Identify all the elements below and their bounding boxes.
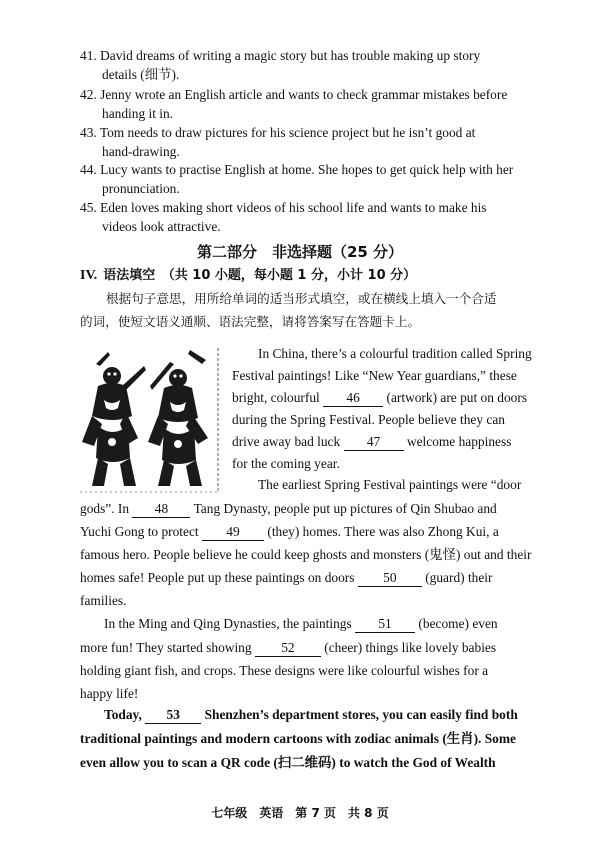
- question-42: [80, 85, 532, 123]
- passage-text: (guard) their: [425, 570, 493, 585]
- passage-text: more fun! They started showing: [80, 640, 252, 655]
- blank-51: 51: [355, 616, 415, 633]
- instruction: [80, 287, 532, 333]
- passage-line: happy life!: [80, 686, 139, 701]
- passage-line: famous hero. People believe he could keep ghosts and monsters (鬼怪) out and their: [80, 547, 532, 562]
- passage-line: Festival paintings! Like “New Year guardians,” these: [232, 368, 517, 383]
- passage-text: welcome happiness: [406, 434, 512, 449]
- passage-line: holding giant fish, and crops. These designs were like colourful wishes for a: [80, 663, 489, 678]
- passage-text: In the Ming and Qing Dynasties, the paintings: [104, 616, 352, 631]
- question-text-cont: details (细节).: [102, 67, 180, 82]
- instruction-line: 的词，使短文语义通顺、语法完整，请将答案写在答题卡上。: [80, 314, 421, 329]
- blank-47: 47: [344, 434, 404, 451]
- blank-52: 52: [255, 640, 321, 657]
- question-43: [80, 123, 532, 161]
- question-text: David dreams of writing a magic story but has trouble making up story: [100, 48, 481, 63]
- page-footer: 七年级 英语 第 7 页 共 8 页: [211, 806, 389, 820]
- question-44: [80, 160, 532, 198]
- passage-text: Shenzhen’s department stores, you can easily find both: [204, 707, 518, 722]
- passage-text: gods”. In: [80, 501, 130, 516]
- passage-text: drive away bad luck: [232, 434, 341, 449]
- passage-text: bright, colourful: [232, 390, 320, 405]
- passage-line: [80, 522, 499, 541]
- question-number: 45.: [80, 200, 97, 215]
- passage-text: (artwork) are put on doors: [386, 390, 528, 405]
- passage-line: even allow you to scan a QR code (扫二维码) to watch the God of Wealth: [80, 755, 496, 770]
- blank-46: 46: [323, 390, 383, 407]
- part-heading: 第二部分 非选择题（25 分）: [196, 243, 404, 261]
- passage-line: [80, 499, 497, 518]
- passage-text: Yuchi Gong to protect: [80, 524, 199, 539]
- question-text-cont: videos look attractive.: [102, 219, 221, 234]
- section-title-text: 语法填空 （共 10 小题，每小题 1 分，小计 10 分）: [103, 268, 417, 283]
- passage-line: [232, 387, 527, 409]
- passage-text: homes safe! People put up these paintings on doors: [80, 570, 355, 585]
- question-text-cont: pronunciation.: [102, 181, 180, 196]
- passage-line: [104, 614, 498, 633]
- question-text: Eden loves making short videos of his school life and wants to make his: [100, 200, 487, 215]
- blank-48: 48: [132, 501, 190, 518]
- question-text: Lucy wants to practise English at home. She hopes to get quick help with her: [100, 162, 514, 177]
- blank-53: 53: [145, 707, 201, 724]
- section-roman-numeral: IV.: [80, 268, 98, 283]
- question-text-cont: handing it in.: [102, 106, 174, 121]
- passage-line: [80, 568, 492, 587]
- passage-line: [80, 638, 496, 657]
- question-text: Jenny wrote an English article and wants to check grammar mistakes before: [100, 87, 508, 102]
- section-title: [80, 266, 416, 285]
- instruction-line: 根据句子意思，用所给单词的适当形式填空，或在横线上填入一个合适: [106, 291, 497, 306]
- door-gods-illustration: [78, 346, 226, 494]
- passage-line: In China, there’s a colourful tradition called Spring: [258, 346, 532, 361]
- question-number: 42.: [80, 87, 97, 102]
- question-number: 44.: [80, 162, 97, 177]
- question-number: 41.: [80, 48, 97, 63]
- passage-text: (they) homes. There was also Zhong Kui, a: [267, 524, 499, 539]
- passage-line: families.: [80, 593, 127, 608]
- blank-50: 50: [358, 570, 422, 587]
- question-text: Tom needs to draw pictures for his science project but he isn’t good at: [99, 125, 476, 140]
- question-45: [80, 198, 532, 236]
- passage-text: Today,: [104, 707, 142, 722]
- question-number: 43.: [80, 125, 97, 140]
- passage-line: for the coming year.: [232, 456, 340, 471]
- passage-line: [104, 705, 518, 724]
- passage-text: (become) even: [418, 616, 498, 631]
- passage-line: traditional paintings and modern cartoons with zodiac animals (生肖). Some: [80, 731, 516, 746]
- passage-line: [232, 431, 511, 453]
- blank-49: 49: [202, 524, 264, 541]
- question-text-cont: hand-drawing.: [102, 144, 180, 159]
- passage-text: (cheer) things like lovely babies: [324, 640, 497, 655]
- passage-text: Tang Dynasty, people put up pictures of Qin Shubao and: [193, 501, 497, 516]
- passage-line: The earliest Spring Festival paintings were “door: [258, 477, 522, 492]
- passage-line: during the Spring Festival. People believe they can: [232, 412, 505, 427]
- question-41: [80, 46, 532, 84]
